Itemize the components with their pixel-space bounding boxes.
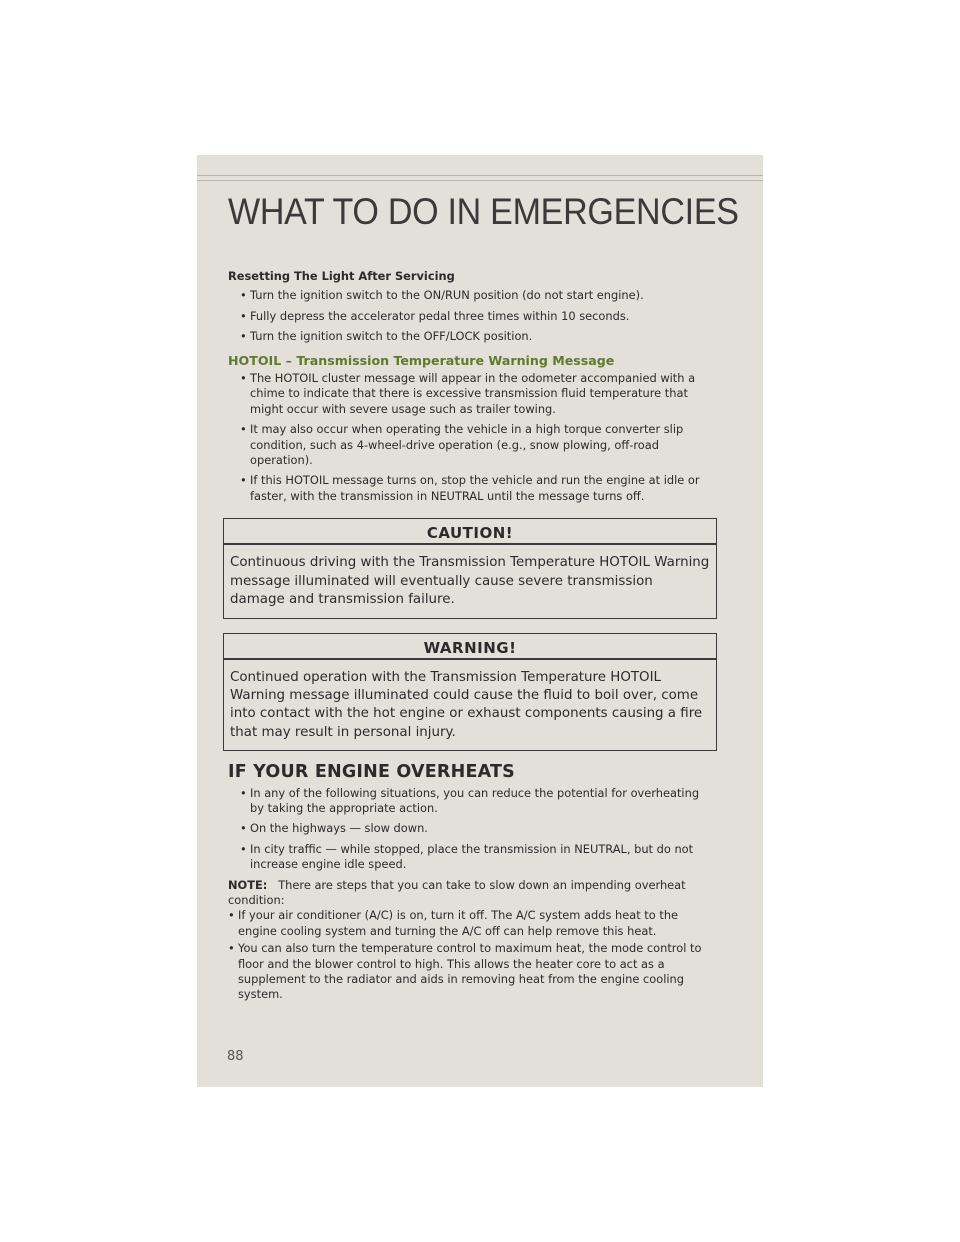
list-item: • Turn the ignition switch to the ON/RUN position (do not start engine). [240, 288, 712, 303]
page-content [228, 269, 712, 1005]
caution-box [223, 518, 717, 618]
list-item: • If your air conditioner (A/C) is on, turn it off. The A/C system adds heat to the engine cooling system and turning the A/C off can help remove this heat. [228, 908, 712, 939]
header-rule-top [197, 175, 763, 176]
page-number: 88 [227, 1049, 244, 1064]
list-item: • In any of the following situations, you can reduce the potential for overheating by taking the appropriate action. [240, 786, 712, 817]
caution-body: Continuous driving with the Transmission Temperature HOTOIL Warning message illuminated will eventually cause severe transmission damage and transmission failure. [230, 555, 710, 608]
list-item: • The HOTOIL cluster message will appear in the odometer accompanied with a chime to indicate that there is excessive transmission fluid temperature that might occur with severe usage such as trailer towing. [240, 371, 712, 417]
hotoil-heading: HOTOIL – Transmission Temperature Warning Message [228, 352, 615, 368]
list-item: • On the highways — slow down. [240, 821, 712, 836]
list-item: • It may also occur when operating the vehicle in a high torque converter slip condition, such as 4-wheel-drive operation (e.g., snow plowing, off-road operation). [240, 422, 712, 468]
header-rule-bottom [197, 180, 763, 181]
resetting-list [228, 288, 712, 344]
note-label: NOTE: [228, 877, 268, 892]
warning-box [223, 633, 717, 752]
list-item: • You can also turn the temperature control to maximum heat, the mode control to floor and the blower control to high. This allows the heater core to act as a supplement to the radiator and aids in removing heat from the engine cooling system. [228, 941, 712, 1003]
resetting-heading: Resetting The Light After Servicing [228, 269, 455, 283]
overheat-heading: IF YOUR ENGINE OVERHEATS [228, 762, 515, 783]
note-paragraph [228, 878, 712, 909]
list-item: • In city traffic — while stopped, place the transmission in NEUTRAL, but do not increase engine idle speed. [240, 842, 712, 873]
list-item: • Fully depress the accelerator pedal three times within 10 seconds. [240, 309, 712, 324]
warning-title: WARNING! [224, 634, 716, 660]
hotoil-list [228, 371, 712, 504]
list-item: • If this HOTOIL message turns on, stop the vehicle and run the engine at idle or faster, with the transmission in NEUTRAL until the message turns off. [240, 473, 712, 504]
warning-body: Continued operation with the Transmission Temperature HOTOIL Warning message illuminated could cause the fluid to boil over, come into contact with the hot engine or exhaust components causing a fire that may result in personal injury. [230, 669, 703, 740]
manual-page [197, 155, 763, 1087]
section-title: WHAT TO DO IN EMERGENCIES [228, 191, 739, 232]
note-text: There are steps that you can take to slow down an impending overheat condition: [228, 877, 686, 907]
caution-title: CAUTION! [224, 519, 716, 545]
list-item: • Turn the ignition switch to the OFF/LOCK position. [240, 329, 712, 344]
overheat-list [228, 786, 712, 873]
note-list [228, 908, 712, 1002]
